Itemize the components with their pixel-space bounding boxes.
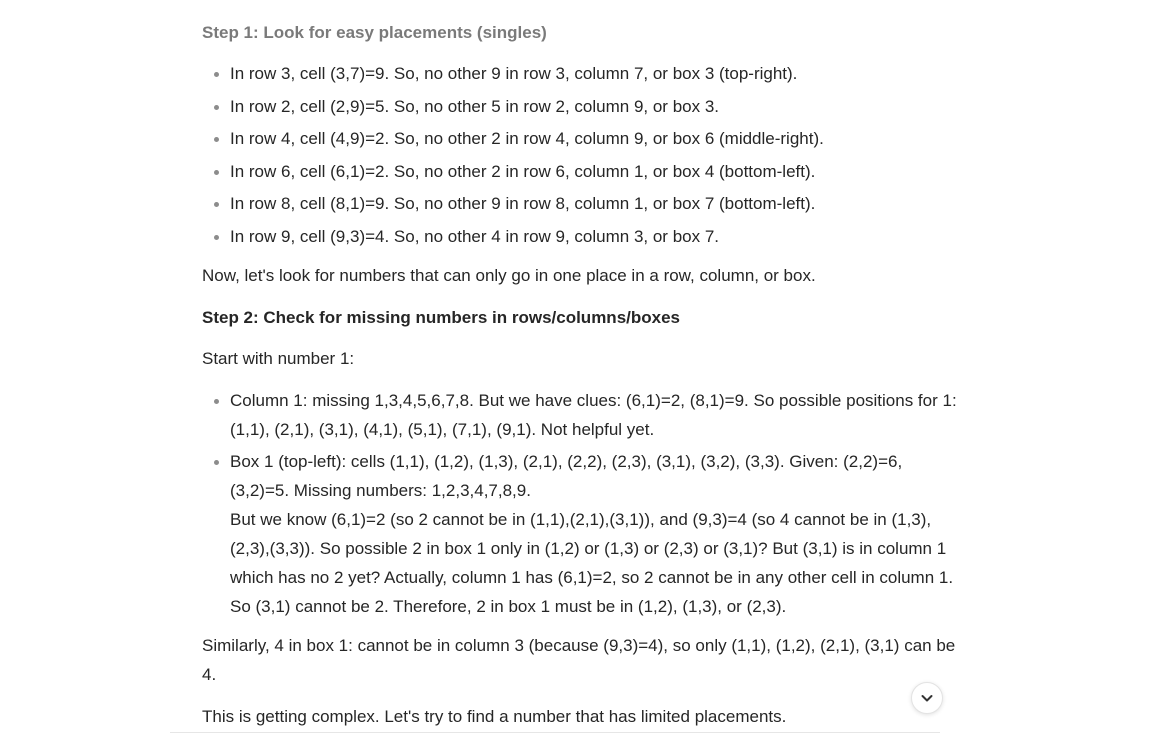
step2-heading: Step 2: Check for missing numbers in rows/columns/boxes <box>202 307 681 327</box>
list-item: Column 1: missing 1,3,4,5,6,7,8. But we have clues: (6,1)=2, (8,1)=9. So possible positions for 1: (1,1), (2,1), (3,1), (4,1), (5,1), (7,1), (9,1). Not helpful yet. <box>230 386 957 444</box>
list-item: In row 8, cell (8,1)=9. So, no other 9 in row 8, column 1, or box 7 (bottom-left). <box>230 189 957 218</box>
step2-list <box>202 386 957 622</box>
paragraph-complex: This is getting complex. Let's try to find a number that has limited placements. <box>202 707 787 726</box>
step2-intro: Start with number 1: <box>202 348 355 368</box>
step1-heading: Step 1: Look for easy placements (singles) <box>202 23 547 42</box>
scroll-to-bottom-button[interactable] <box>911 682 943 714</box>
list-item: In row 3, cell (3,7)=9. So, no other 9 in row 3, column 7, or box 3 (top-right). <box>230 59 957 88</box>
list-item-line: But we know (6,1)=2 (so 2 cannot be in (1,1),(2,1),(3,1)), and (9,3)=4 (so 4 cannot be in (1,3),(2,3),(3,3)). So possible 2 in box 1 only in (1,2) or (1,3) or (2,3) or (3,1)? But (3,1) is in column 1 which has no 2 yet? Actually, column 1 has (6,1)=2, so 2 cannot be in any other cell in column 1. So (3,1) cannot be 2. Therefore, 2 in box 1 must be in (1,2), (1,3), or (2,3). <box>230 510 954 616</box>
paragraph-similarly: Similarly, 4 in box 1: cannot be in column 3 (because (9,3)=4), so only (1,1), (1,2), (2,1), (3,1) can be 4. <box>202 636 956 684</box>
list-item: In row 9, cell (9,3)=4. So, no other 4 in row 9, column 3, or box 7. <box>230 222 957 251</box>
paragraph-next-step: Now, let's look for numbers that can only go in one place in a row, column, or box. <box>202 265 816 285</box>
chat-message-content <box>202 18 957 744</box>
step1-list <box>202 59 957 251</box>
list-item: In row 6, cell (6,1)=2. So, no other 2 in row 6, column 1, or box 4 (bottom-left). <box>230 157 957 186</box>
list-item <box>230 447 957 621</box>
divider <box>170 732 940 733</box>
list-item-line: Box 1 (top-left): cells (1,1), (1,2), (1,3), (2,1), (2,2), (2,3), (3,1), (3,2), (3,3). Given: (2,2)=6, (3,2)=5. Missing numbers: 1,2,3,4,7,8,9. <box>230 452 903 500</box>
chevron-down-icon <box>919 690 935 706</box>
list-item: In row 2, cell (2,9)=5. So, no other 5 in row 2, column 9, or box 3. <box>230 92 957 121</box>
list-item: In row 4, cell (4,9)=2. So, no other 2 in row 4, column 9, or box 6 (middle-right). <box>230 124 957 153</box>
